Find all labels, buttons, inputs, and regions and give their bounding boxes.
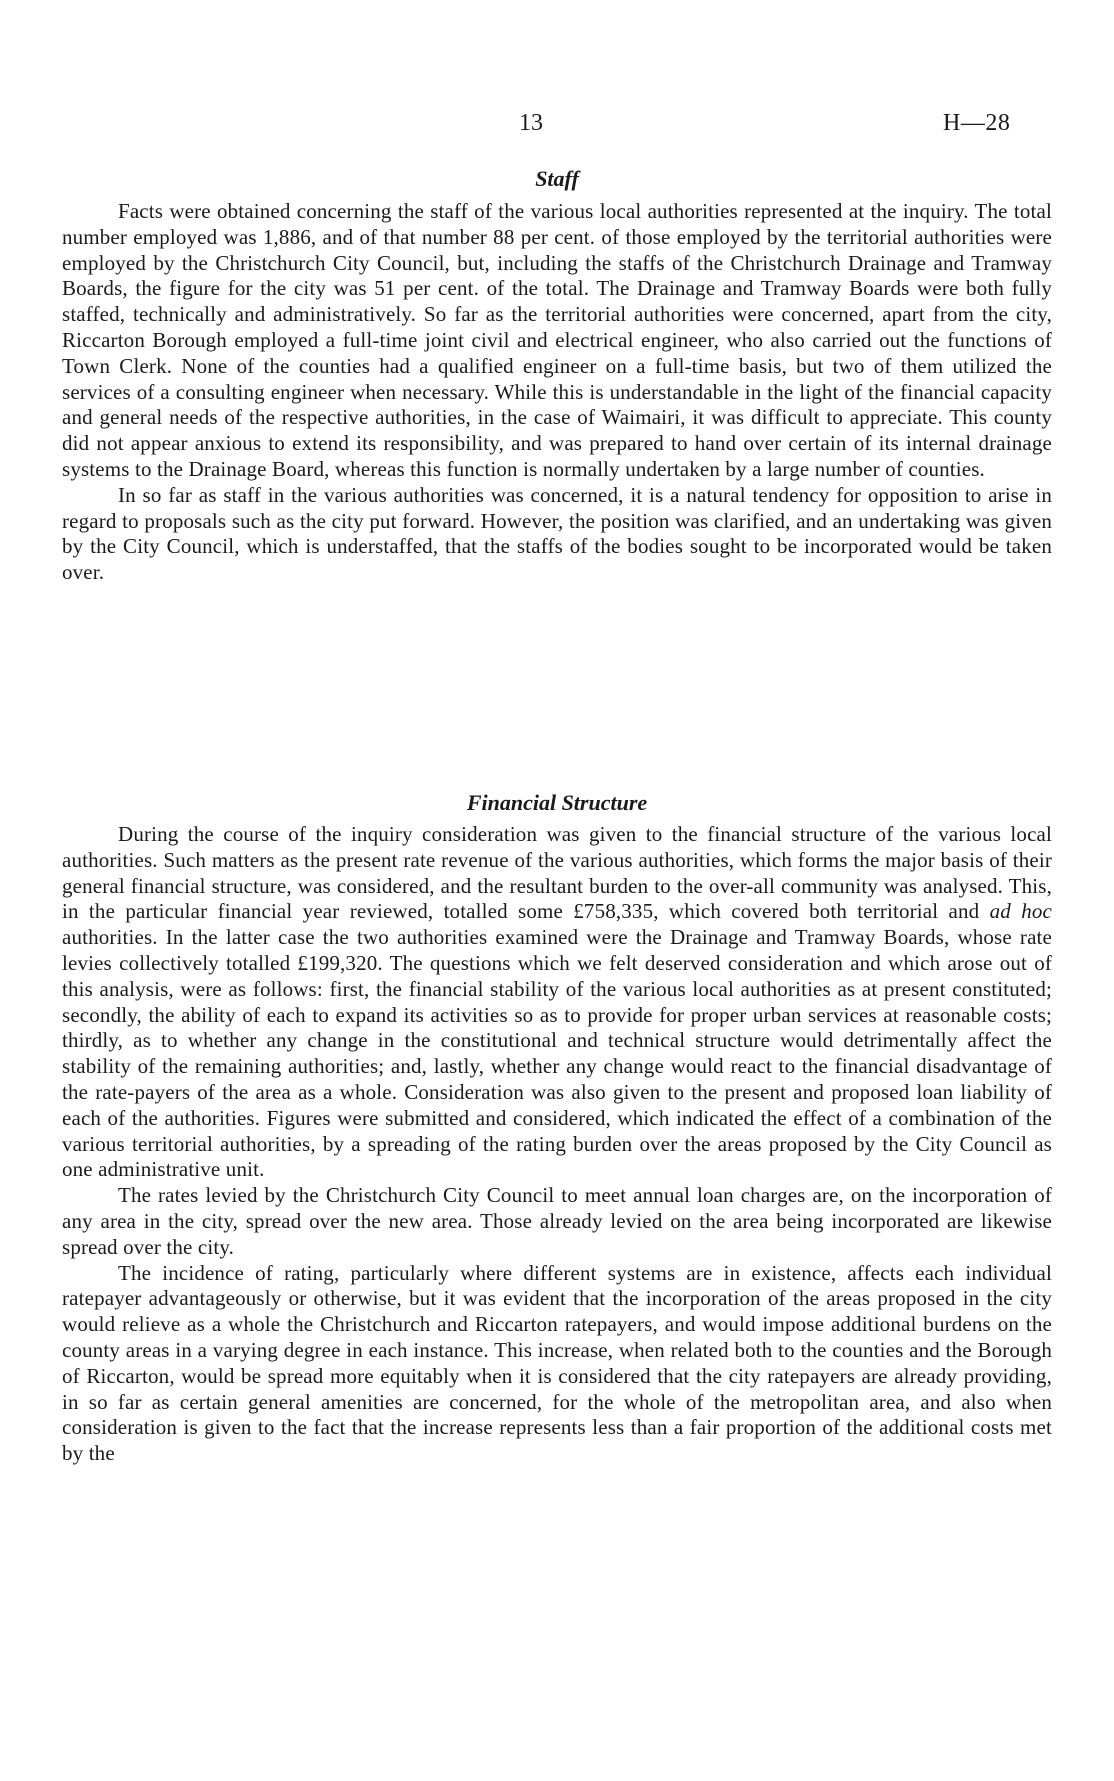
section-heading-staff: Staff (535, 166, 579, 191)
paragraph (62, 822, 1052, 1183)
paragraph-text: During the course of the inquiry consideration was given to the financial structure of the various local authorities. Such matters as the present rate revenue of the various authorities, which forms the major basis of their general financial structure, was considered, and the resultant burden to the over-all community was analysed. This, in the particular financial year reviewed, totalled some £758,335, which covered both territorial and (62, 822, 1052, 924)
section-staff (62, 164, 1052, 586)
paragraph: Facts were obtained concerning the staff of the various local authorities represented at the inquiry. The total number employed was 1,886, and of that number 88 per cent. of those employed by the territorial authorities were employed by the Christchurch City Council, but, including the staffs of the Christchurch Drainage and Tramway Boards, the figure for the city was 51 per cent. of the total. The Drainage and Tramway Boards were both fully staffed, technically and administratively. So far as the territorial authorities were concerned, apart from the city, Riccarton Borough employed a full-time joint civil and electrical engineer, who also carried out the functions of Town Clerk. None of the counties had a qualified engineer on a full-time basis, but two of them utilized the services of a consulting engineer when necessary. While this is understandable in the light of the financial capacity and general needs of the respective authorities, in the case of Waimairi, it was difficult to appreciate. This county did not appear anxious to extend its responsibility, and was prepared to hand over certain of its internal drainage systems to the Drainage Board, whereas this function is normally undertaken by a large number of counties. (62, 199, 1052, 481)
italic-term: ad hoc (989, 899, 1052, 924)
paragraph: The rates levied by the Christchurch City Council to meet annual loan charges are, on the incorporation of any area in the city, spread over the new area. Those already levied on the area being incorporated are likewise spread over the city. (62, 1183, 1052, 1259)
paragraph-text: authorities. In the latter case the two authorities examined were the Drainage and Tramway Boards, whose rate levies collectively totalled £199,320. The questions which we felt deserved consideration and which arose out of this analysis, were as follows: first, the financial stability of the various local authorities as at present constituted; secondly, the ability of each to expand its activities so as to provide for proper urban services at reasonable costs; thirdly, as to whether any change in the constitutional and technical structure would detrimentally affect the stability of the remaining authorities; and, lastly, whether any change would react to the financial disadvantage of the rate-payers of the area as a whole. Consideration was also given to the present and proposed loan liability of each of the authorities. Figures were submitted and considered, which indicated the effect of a combination of the various territorial authorities, by a spreading of the rating burden over the areas proposed by the City Council as one administrative unit. (62, 925, 1052, 1182)
paragraph: The incidence of rating, particularly where different systems are in existence, affects each individual ratepayer advantageously or otherwise, but it was evident that the incorporation of the areas proposed in the city would relieve as a whole the Christchurch and Riccarton ratepayers, and would impose additional burdens on the county areas in a varying degree in each instance. This increase, when related both to the counties and the Borough of Riccarton, would be spread more equitably when it is considered that the city ratepayers are already providing, in so far as certain general amenities are concerned, for the whole of the metropolitan area, and also when consideration is given to the fact that the increase represents less than a fair proportion of the additional costs met by the (62, 1260, 1052, 1466)
page-header (0, 110, 1114, 140)
page-number: 13 (519, 110, 543, 136)
section-heading-financial-structure: Financial Structure (466, 790, 648, 815)
section-financial-structure (62, 788, 1052, 1467)
document-reference: H—28 (943, 110, 1011, 136)
paragraph: In so far as staff in the various authorities was concerned, it is a natural tendency for opposition to arise in regard to proposals such as the city put forward. However, the position was clarified, and an undertaking was given by the City Council, which is understaffed, that the staffs of the bodies sought to be incorporated would be taken over. (62, 482, 1052, 585)
